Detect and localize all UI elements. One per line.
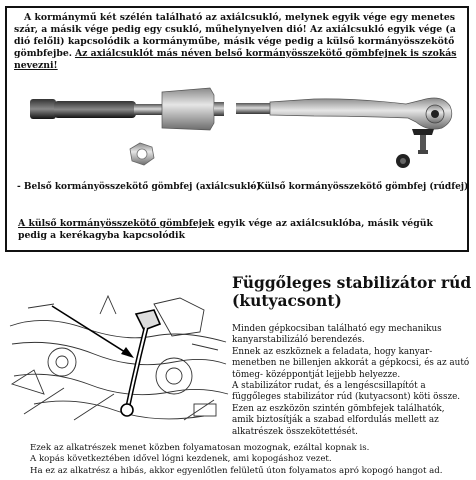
stabilizer-link-diagram bbox=[4, 284, 230, 436]
stabilizer-wear-text bbox=[30, 443, 470, 477]
outer-tie-rod-caption: - Külső kormányösszekötő gömbfej (rúdfej) bbox=[250, 182, 469, 192]
tie-rod-alt-name-note: Az axiálcsuklót más néven belső kormányösszekötő gömbfejnek is szokás nevezni! bbox=[14, 48, 457, 71]
stabilizer-line: függőleges stabilizátor rúd (kutyacsont) köti össze. bbox=[232, 392, 461, 403]
castle-nut-icon bbox=[396, 154, 410, 168]
stabilizer-description bbox=[232, 324, 472, 438]
outer-tie-rod-note bbox=[18, 218, 464, 242]
stabilizer-title bbox=[232, 274, 472, 310]
nut-icon bbox=[130, 143, 154, 165]
stabilizer-line: amik biztosítják a szabad elfordulás mellett az bbox=[232, 415, 439, 426]
outer-tie-rod-note-underlined: A külső kormányösszekötő gömbfejek bbox=[18, 218, 215, 229]
stabilizer-line: Ennek az eszköznek a feladata, hogy kanyar- bbox=[232, 346, 433, 357]
stabilizer-line: kanyarstabilizáló berendezés. bbox=[232, 335, 365, 346]
stabilizer-line: alkatrészek összekötettését. bbox=[232, 426, 358, 437]
stabilizer-title-line1: Függőleges stabilizátor rúd bbox=[232, 273, 472, 292]
wear-line: Ezek az alkatrészek menet közben folyamatosan mozognak, ezáltal kopnak is. bbox=[30, 443, 370, 453]
pointer-arrow-icon bbox=[52, 306, 134, 358]
inner-tie-rod-caption: - Belső kormányösszekötő gömbfej (axiálcsukló) bbox=[17, 182, 261, 192]
stabilizer-line: tömeg- középpontját lejjebb helyezze. bbox=[232, 369, 401, 380]
inner-tie-rod-icon bbox=[30, 88, 224, 130]
stabilizer-line: Ezen az eszközön szintén gömbfejek találhatók, bbox=[232, 403, 445, 414]
outer-tie-rod-end-icon bbox=[236, 98, 452, 154]
stabilizer-line: Minden gépkocsiban található egy mechanikus bbox=[232, 324, 442, 334]
wear-line: Ha ez az alkatrész a hibás, akkor egyenlőtlen felületű úton folyamatos apró kopogó hangot ad. bbox=[30, 465, 443, 476]
stabilizer-title-line2: (kutyacsont) bbox=[232, 291, 342, 310]
wear-line: A kopás következtében idővel lógni kezdenek, ami kopogáshoz vezet. bbox=[30, 454, 332, 465]
tie-rod-intro-paragraph: A kormánymű két szélén található az axiálcsukló, melynek egyik vége egy menetes szár, a másik vége pedig egy csukló, műhelynyelven dió! Az axiálcsukló egyik vége (a dió felőli) kapcsolódik a kormányműbe, másik vége pedig a külső kormányösszekötő gömbfejbe. bbox=[14, 12, 456, 59]
stabilizer-line: menetben ne billenjen akkorát a gépkocsi, és az autó bbox=[232, 358, 470, 369]
outer-tie-rod-note-rest: egyik vége az axiálcsuklóba, másik végük pedig a kerékagyba kapcsolódik bbox=[18, 218, 433, 241]
tie-rod-intro-text bbox=[14, 12, 462, 72]
tie-rod-parts-image bbox=[14, 78, 460, 180]
suspension-drawing-icon bbox=[10, 296, 228, 420]
stabilizer-line: A stabilizátor rudat, és a lengéscsillapítót a bbox=[232, 381, 426, 392]
